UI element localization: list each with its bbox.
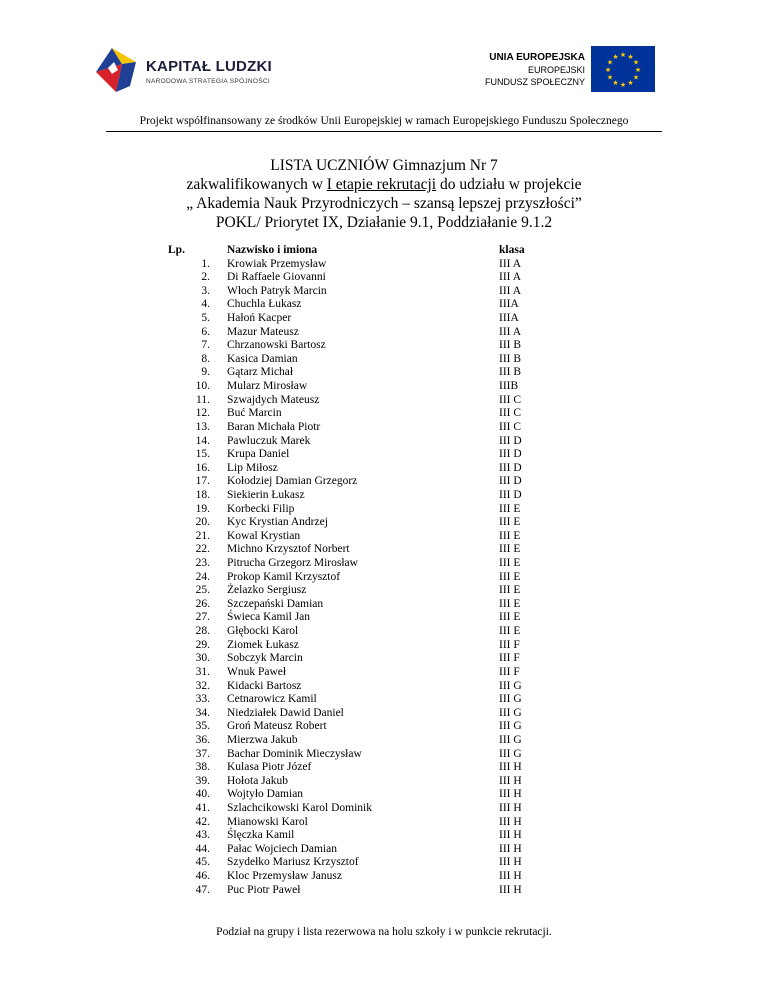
- table-row: [168, 598, 580, 612]
- row-number: 21.: [195, 529, 210, 542]
- row-number: 42.: [195, 815, 210, 828]
- table-row: [168, 639, 580, 653]
- table-row: [168, 530, 580, 544]
- row-number: 17.: [195, 475, 210, 488]
- student-name: Cetnarowicz Kamil: [227, 693, 317, 706]
- kapital-ludzki-emblem-icon: [92, 42, 142, 98]
- table-row: [168, 720, 580, 734]
- student-name: Wojtyło Damian: [227, 788, 304, 801]
- row-number: 31.: [195, 665, 210, 678]
- student-class: III E: [499, 597, 521, 610]
- table-row: [168, 353, 580, 367]
- student-class: IIIB: [499, 380, 519, 393]
- student-class: III D: [499, 434, 522, 447]
- student-class: III A: [499, 257, 522, 270]
- row-number: 6.: [201, 325, 210, 338]
- student-class: III E: [499, 516, 521, 529]
- student-class: III G: [499, 679, 522, 692]
- document-title: [0, 156, 768, 232]
- student-class: III H: [499, 761, 522, 774]
- svg-text:★: ★: [619, 51, 627, 59]
- row-number: 22.: [195, 543, 210, 556]
- row-number: 38.: [195, 761, 210, 774]
- student-name: Hołota Jakub: [227, 774, 289, 787]
- student-name: Mazur Mateusz: [227, 325, 299, 338]
- svg-text:★: ★: [606, 58, 614, 67]
- table-row: [168, 258, 580, 272]
- student-name: Kyc Krystian Andrzej: [227, 516, 328, 529]
- student-name: Mierzwa Jakub: [227, 733, 298, 746]
- row-number: 46.: [195, 870, 210, 883]
- svg-text:★: ★: [632, 58, 640, 67]
- student-name: Siekierin Łukasz: [227, 488, 305, 501]
- student-class: III A: [499, 271, 522, 284]
- table-row: [168, 584, 580, 598]
- svg-text:★: ★: [606, 73, 614, 82]
- student-class: III A: [499, 325, 522, 338]
- student-name: Kloc Przemysław Janusz: [227, 870, 342, 883]
- row-number: 30.: [195, 652, 210, 665]
- svg-text:★: ★: [612, 53, 619, 61]
- student-class: III F: [499, 652, 520, 665]
- student-name: Kasica Damian: [227, 352, 298, 365]
- table-row: [168, 816, 580, 830]
- table-row: [168, 407, 580, 421]
- table-row: [168, 271, 580, 285]
- table-row: [168, 475, 580, 489]
- student-name: Groń Mateusz Robert: [227, 720, 327, 733]
- table-row: [168, 435, 580, 449]
- student-name: Głębocki Karol: [227, 625, 299, 638]
- kapital-ludzki-logo: [92, 42, 292, 98]
- title-line-3: „ Akademia Nauk Przyrodniczych – szansą lepszej przyszłości”: [186, 195, 582, 212]
- table-row: [168, 884, 580, 898]
- student-name: Korbecki Filip: [227, 502, 295, 515]
- student-name: Krupa Daniel: [227, 448, 290, 461]
- table-row: [168, 611, 580, 625]
- student-name: Lip Miłosz: [227, 461, 278, 474]
- student-name: Szydełko Mariusz Krzysztof: [227, 856, 359, 869]
- student-name: Ślęczka Kamil: [227, 829, 295, 842]
- row-number: 47.: [195, 883, 210, 896]
- table-row: [168, 503, 580, 517]
- student-class: III F: [499, 638, 520, 651]
- row-number: 27.: [195, 611, 210, 624]
- row-number: 8.: [201, 352, 210, 365]
- student-name: Włoch Patryk Marcin: [227, 284, 327, 297]
- table-header-row: [168, 244, 580, 258]
- table-row: [168, 394, 580, 408]
- student-name: Gątarz Michał: [227, 366, 294, 379]
- row-number: 4.: [201, 298, 210, 311]
- kapital-ludzki-title: KAPITAŁ LUDZKI: [146, 58, 272, 75]
- student-class: III E: [499, 611, 521, 624]
- header-class: klasa: [499, 244, 525, 256]
- student-class: III B: [499, 366, 522, 379]
- student-class: III D: [499, 475, 522, 488]
- table-row: [168, 829, 580, 843]
- student-class: III F: [499, 665, 520, 678]
- student-class: III H: [499, 842, 522, 855]
- student-class: III G: [499, 706, 522, 719]
- student-class: III E: [499, 557, 521, 570]
- eu-line-2: EUROPEJSKI: [527, 65, 585, 75]
- header-lp: Lp.: [168, 244, 185, 256]
- eu-line-3: FUNDUSZ SPOŁECZNY: [484, 77, 585, 87]
- title-line-2-underlined: I etapie rekrutacji: [326, 176, 437, 193]
- row-number: 32.: [195, 679, 210, 692]
- row-number: 40.: [195, 788, 210, 801]
- header-name: Nazwisko i imiona: [227, 244, 318, 256]
- row-number: 15.: [195, 448, 210, 461]
- footnote: Podział na grupy i lista rezerwowa na holu szkoły i w punkcie rekrutacji.: [216, 926, 552, 938]
- svg-text:★: ★: [619, 81, 627, 89]
- svg-text:★: ★: [634, 66, 642, 74]
- row-number: 16.: [195, 461, 210, 474]
- row-number: 36.: [195, 733, 210, 746]
- student-name: Niedziałek Dawid Daniel: [227, 706, 344, 719]
- student-class: III D: [499, 448, 522, 461]
- student-class: IIIA: [499, 312, 519, 325]
- student-class: III E: [499, 529, 521, 542]
- student-name: Wnuk Paweł: [227, 665, 287, 678]
- row-number: 19.: [195, 502, 210, 515]
- student-class: III H: [499, 801, 522, 814]
- header-divider: [106, 131, 662, 132]
- row-number: 10.: [195, 380, 210, 393]
- student-class: III E: [499, 584, 521, 597]
- table-row: [168, 571, 580, 585]
- row-number: 25.: [195, 584, 210, 597]
- table-row: [168, 788, 580, 802]
- svg-text:★: ★: [627, 53, 634, 61]
- student-name: Bachar Dominik Mieczysław: [227, 747, 362, 760]
- student-name: Kulasa Piotr Józef: [227, 761, 312, 774]
- table-row: [168, 421, 580, 435]
- eu-logo: [434, 38, 659, 102]
- student-name: Sobczyk Marcin: [227, 652, 303, 665]
- students-table: [168, 244, 580, 897]
- table-row: [168, 448, 580, 462]
- row-number: 44.: [195, 842, 210, 855]
- student-name: Puc Piotr Paweł: [227, 883, 301, 896]
- student-name: Mularz Mirosław: [227, 380, 308, 393]
- table-row: [168, 625, 580, 639]
- svg-text:★: ★: [604, 66, 612, 74]
- row-number: 29.: [195, 638, 210, 651]
- student-class: III H: [499, 883, 522, 896]
- title-line-2: [0, 175, 768, 194]
- student-name: Buć Marcin: [227, 407, 282, 420]
- student-class: III H: [499, 870, 522, 883]
- student-class: III A: [499, 284, 522, 297]
- row-number: 3.: [201, 284, 210, 297]
- row-number: 12.: [195, 407, 210, 420]
- student-class: III D: [499, 461, 522, 474]
- table-row: [168, 312, 580, 326]
- student-class: III E: [499, 570, 521, 583]
- title-line-1: LISTA UCZNIÓW Gimnazjum Nr 7: [270, 157, 498, 174]
- row-number: 45.: [195, 856, 210, 869]
- student-class: III H: [499, 774, 522, 787]
- row-number: 28.: [195, 625, 210, 638]
- student-class: III H: [499, 856, 522, 869]
- table-row: [168, 680, 580, 694]
- row-number: 7.: [201, 339, 210, 352]
- student-class: III D: [499, 488, 522, 501]
- row-number: 39.: [195, 774, 210, 787]
- student-class: III H: [499, 815, 522, 828]
- row-number: 9.: [201, 366, 210, 379]
- table-row: [168, 734, 580, 748]
- table-row: [168, 339, 580, 353]
- student-name: Pawluczuk Marek: [227, 434, 311, 447]
- row-number: 20.: [195, 516, 210, 529]
- eu-logo-text: [485, 52, 585, 88]
- student-name: Hałoń Kacper: [227, 312, 292, 325]
- row-number: 24.: [195, 570, 210, 583]
- student-name: Kołodziej Damian Grzegorz: [227, 475, 358, 488]
- row-number: 35.: [195, 720, 210, 733]
- student-class: III C: [499, 420, 522, 433]
- row-number: 1.: [201, 257, 210, 270]
- student-name: Szczepański Damian: [227, 597, 324, 610]
- title-line-2-end: do udziału w projekcie: [436, 176, 582, 193]
- table-row: [168, 380, 580, 394]
- student-name: Mianowski Karol: [227, 815, 308, 828]
- student-class: III G: [499, 733, 522, 746]
- table-row: [168, 516, 580, 530]
- student-class: III B: [499, 339, 522, 352]
- table-row: [168, 543, 580, 557]
- student-name: Świeca Kamil Jan: [227, 611, 311, 624]
- student-class: III C: [499, 407, 522, 420]
- row-number: 13.: [195, 420, 210, 433]
- student-name: Szlachcikowski Karol Dominik: [227, 801, 373, 814]
- student-name: Szwajdych Mateusz: [227, 393, 320, 406]
- student-name: Baran Michała Piotr: [227, 420, 321, 433]
- title-line-2-start: zakwalifikowanych w: [186, 176, 327, 193]
- table-row: [168, 707, 580, 721]
- student-class: III E: [499, 502, 521, 515]
- student-class: III B: [499, 352, 522, 365]
- table-row: [168, 843, 580, 857]
- student-class: III H: [499, 829, 522, 842]
- table-row: [168, 775, 580, 789]
- table-row: [168, 366, 580, 380]
- student-class: III G: [499, 747, 522, 760]
- table-row: [168, 693, 580, 707]
- student-name: Krowiak Przemysław: [227, 257, 327, 270]
- student-name: Chrzanowski Bartosz: [227, 339, 326, 352]
- student-name: Żelazko Sergiusz: [227, 584, 307, 597]
- row-number: 2.: [201, 271, 210, 284]
- student-class: III H: [499, 788, 522, 801]
- row-number: 11.: [196, 393, 210, 406]
- row-number: 5.: [201, 312, 210, 325]
- eu-flag-icon: [591, 46, 655, 92]
- student-name: Michno Krzysztof Norbert: [227, 543, 350, 556]
- table-row: [168, 326, 580, 340]
- svg-text:★: ★: [632, 73, 640, 82]
- row-number: 14.: [195, 434, 210, 447]
- table-row: [168, 557, 580, 571]
- table-row: [168, 870, 580, 884]
- table-row: [168, 298, 580, 312]
- table-row: [168, 802, 580, 816]
- cofinancing-note: Projekt współfinansowany ze środków Unii Europejskiej w ramach Europejskiego Funduszu Społecznego: [139, 115, 629, 127]
- table-row: [168, 856, 580, 870]
- svg-text:★: ★: [612, 79, 619, 87]
- row-number: 26.: [195, 597, 210, 610]
- student-name: Pitrucha Grzegorz Mirosław: [227, 557, 358, 570]
- student-class: III E: [499, 543, 521, 556]
- row-number: 41.: [195, 801, 210, 814]
- student-name: Prokop Kamil Krzysztof: [227, 570, 341, 583]
- table-row: [168, 666, 580, 680]
- student-name: Kidacki Bartosz: [227, 679, 302, 692]
- student-class: III G: [499, 720, 522, 733]
- table-row: [168, 489, 580, 503]
- student-class: III C: [499, 393, 522, 406]
- table-row: [168, 285, 580, 299]
- kapital-ludzki-subtitle: NARODOWA STRATEGIA SPÓJNOŚCI: [146, 78, 270, 85]
- student-name: Ziomek Łukasz: [227, 638, 299, 651]
- table-row: [168, 761, 580, 775]
- student-name: Chuchla Łukasz: [227, 298, 302, 311]
- student-name: Pałac Wojciech Damian: [227, 842, 337, 855]
- student-class: IIIA: [499, 298, 519, 311]
- student-name: Di Raffaele Giovanni: [227, 271, 326, 284]
- student-class: III G: [499, 693, 522, 706]
- table-row: [168, 462, 580, 476]
- row-number: 33.: [195, 693, 210, 706]
- row-number: 37.: [195, 747, 210, 760]
- row-number: 43.: [195, 829, 210, 842]
- student-name: Kowal Krystian: [227, 529, 301, 542]
- row-number: 23.: [195, 557, 210, 570]
- table-row: [168, 652, 580, 666]
- title-line-4: POKL/ Priorytet IX, Działanie 9.1, Poddziałanie 9.1.2: [215, 214, 553, 231]
- row-number: 34.: [195, 706, 210, 719]
- table-row: [168, 748, 580, 762]
- student-class: III E: [499, 625, 521, 638]
- eu-line-1: UNIA EUROPEJSKA: [489, 52, 585, 63]
- svg-text:★: ★: [627, 79, 634, 87]
- row-number: 18.: [195, 488, 210, 501]
